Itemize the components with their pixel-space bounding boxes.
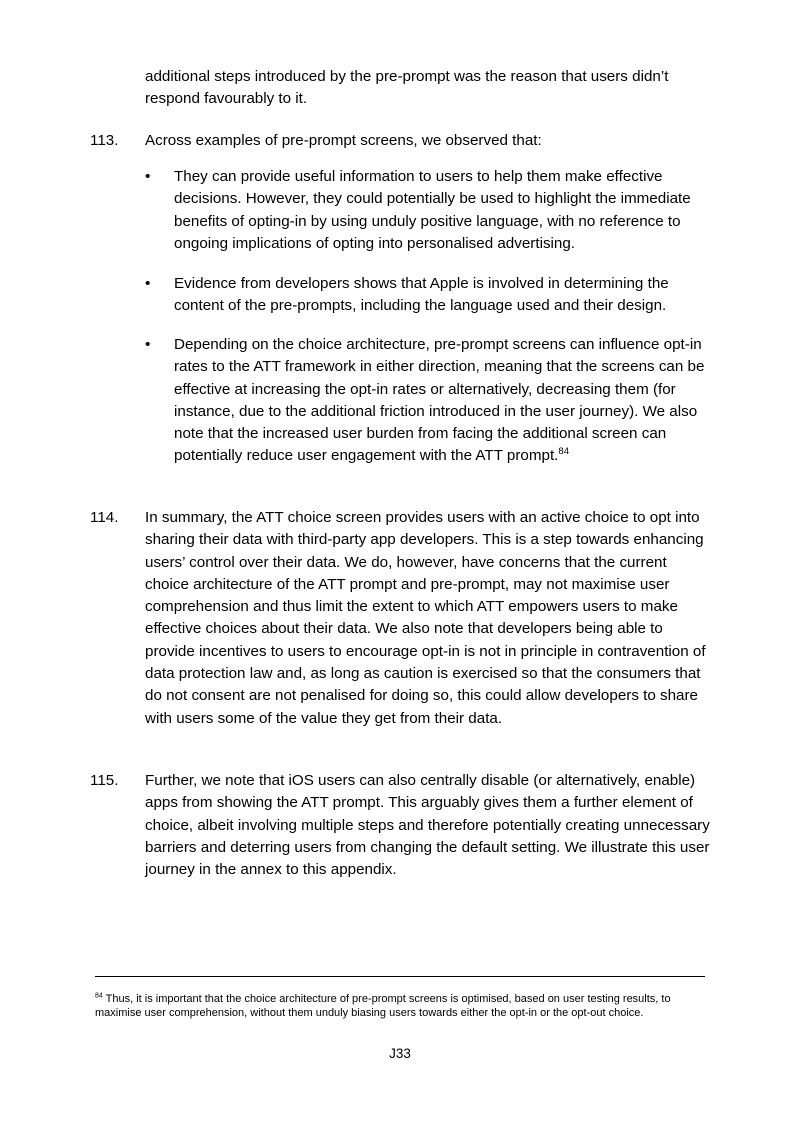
paragraph-text: Further, we note that iOS users can also centrally disable (or alternatively, enable) apps from showing the ATT prompt. This arguably gives them a further element of choice, albeit involving multiple steps and therefore potentially creating unnecessary barriers and deterring users from changing the default setting. We illustrate this user journey in the annex to this appendix.: [145, 772, 710, 879]
page-number: J33: [389, 1046, 411, 1061]
paragraph-number: 114.: [90, 509, 119, 526]
footnote-number: 84: [95, 992, 103, 1000]
paragraph-114: [90, 507, 710, 730]
footnote: [95, 992, 705, 1020]
bullet-text: Depending on the choice architecture, pre-prompt screens can influence opt-in rates to the ATT framework in either direction, meaning that the screens can be effective at increasing the opt-in rates or alternatively, decreasing them (for instance, due to the additional friction introduced in the user journey). We also note that the increased user burden from facing the additional screen can potentially reduce user engagement with the ATT prompt.: [174, 336, 705, 465]
bullet-item-1: [145, 166, 710, 255]
bullet-text: Evidence from developers shows that Apple is involved in determining the content of the pre-prompts, including the language used and their design.: [174, 275, 669, 315]
paragraph-text: In summary, the ATT choice screen provides users with an active choice to opt into sharing their data with third-party app developers. This is a step towards enhancing users’ control over their data. We do, however, have concerns that the current choice architecture of the ATT prompt and pre-prompt, may not maximise user comprehension and thus limit the extent to which ATT empowers users to make effective choices about their data. We also note that developers being able to provide incentives to users to encourage opt-in is not in principle in contravention of data protection law and, as long as caution is exercised so that the consumers that do not consent are not penalised for doing so, this could allow developers to share with users some of the value they get from their data.: [145, 509, 706, 727]
footnote-text: Thus, it is important that the choice architecture of pre-prompt screens is optimised, based on user testing results, to maximise user comprehension, without them unduly biasing users towards either the opt-in or the opt-out choice.: [95, 993, 671, 1020]
paragraph-115: [90, 770, 710, 881]
bullet-text-wrapper: [174, 334, 710, 468]
paragraph-number: 115.: [90, 772, 119, 789]
bullet-item-2: [145, 273, 710, 318]
footnote-reference[interactable]: 84: [558, 446, 569, 458]
paragraph-text: Across examples of pre-prompt screens, we observed that:: [145, 132, 542, 149]
footnote-divider: [95, 976, 705, 977]
bullet-icon: •: [145, 275, 151, 292]
bullet-item-3: [145, 334, 710, 468]
bullet-icon: •: [145, 336, 151, 353]
paragraph-number: 113.: [90, 132, 119, 149]
bullet-text: They can provide useful information to users to help them make effective decisions. However, they could potentially be used to highlight the immediate benefits of opting-in by using unduly positive language, with no reference to ongoing implications of opting into personalised advertising.: [174, 168, 691, 252]
continuation-text: additional steps introduced by the pre-prompt was the reason that users didn’t respond favourably to it.: [145, 68, 669, 108]
paragraph-113: [90, 130, 710, 152]
bullet-icon: •: [145, 168, 151, 185]
